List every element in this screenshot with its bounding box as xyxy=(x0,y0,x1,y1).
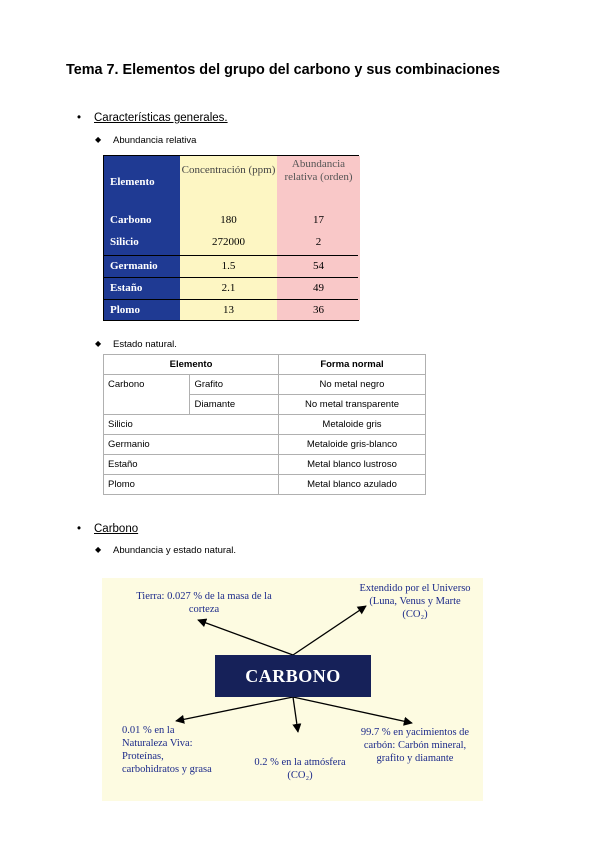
arrow-tierra xyxy=(198,620,293,655)
row-ppm: 272000 xyxy=(212,236,245,248)
diamond-bullet-icon: ◆ xyxy=(95,135,102,144)
table-row xyxy=(104,475,426,495)
section-heading: Características generales. xyxy=(94,112,228,124)
row-ppm: 13 xyxy=(223,304,234,316)
header-form: Forma normal xyxy=(279,355,426,375)
arrow-naturaleza xyxy=(176,697,293,721)
cell-variant: Grafito xyxy=(190,375,279,395)
row-element: Carbono xyxy=(110,214,152,226)
label-yacimientos: 99.7 % en yacimientos de carbón: Carbón mineral, grafito y diamante xyxy=(360,727,470,765)
row-ppm: 1.5 xyxy=(221,260,236,272)
row-element: Silicio xyxy=(110,236,139,248)
label-atmosfera: 0.2 % en la atmósfera (CO₂) xyxy=(254,757,346,782)
label-tierra: Tierra: 0.027 % de la masa de la corteza xyxy=(136,591,272,616)
bullet-icon: • xyxy=(77,112,82,124)
state-table xyxy=(103,354,426,495)
table-row xyxy=(104,435,426,455)
header-element: Elemento xyxy=(110,176,155,188)
section-general xyxy=(77,112,228,124)
diamond-bullet-icon: ◆ xyxy=(95,545,102,554)
cell-element: Estaño xyxy=(104,455,279,475)
subitem-label: Estado natural. xyxy=(113,339,177,350)
row-order: 54 xyxy=(313,260,324,272)
cell-form: No metal transparente xyxy=(279,395,426,415)
row-ppm: 180 xyxy=(220,214,237,226)
header-element: Elemento xyxy=(104,355,279,375)
carbono-box: CARBONO xyxy=(215,655,371,697)
carbono-diagram xyxy=(102,578,483,801)
row-order: 36 xyxy=(313,304,324,316)
subitem-label: Abundancia relativa xyxy=(113,135,197,146)
table-header-row xyxy=(104,355,426,375)
cell-variant: Diamante xyxy=(190,395,279,415)
row-element: Plomo xyxy=(110,304,140,316)
divider xyxy=(104,255,358,256)
cell-element: Silicio xyxy=(104,415,279,435)
row-element: Estaño xyxy=(110,282,143,294)
row-order: 17 xyxy=(313,214,324,226)
row-order: 49 xyxy=(313,282,324,294)
cell-element: Plomo xyxy=(104,475,279,495)
row-ppm: 2.1 xyxy=(221,282,236,294)
cell-element: Germanio xyxy=(104,435,279,455)
cell-element: Carbono xyxy=(104,375,190,415)
arrow-yacimientos xyxy=(293,697,412,723)
cell-form: Metaloide gris xyxy=(279,415,426,435)
subitem-label: Abundancia y estado natural. xyxy=(113,545,237,556)
divider xyxy=(104,299,358,300)
arrow-atmosfera xyxy=(293,697,298,732)
subitem-abundance xyxy=(95,135,197,146)
table-row xyxy=(104,375,426,395)
cell-form: Metal blanco azulado xyxy=(279,475,426,495)
page-title: Tema 7. Elementos del grupo del carbono y sus combinaciones xyxy=(66,62,500,78)
subitem-state xyxy=(95,339,177,350)
abundance-table xyxy=(103,155,359,321)
section-carbono xyxy=(77,523,139,535)
cell-form: Metal blanco lustroso xyxy=(279,455,426,475)
cell-form: No metal negro xyxy=(279,375,426,395)
diamond-bullet-icon: ◆ xyxy=(95,339,102,348)
section-heading: Carbono xyxy=(94,523,139,535)
cell-form: Metaloide gris-blanco xyxy=(279,435,426,455)
label-naturaleza: 0.01 % en la Naturaleza Viva: Proteínas, carbohidratos y grasa xyxy=(122,725,212,776)
divider xyxy=(104,277,358,278)
row-order: 2 xyxy=(315,236,322,248)
subitem-carbono xyxy=(95,545,237,556)
header-concentration: Concentración (ppm) xyxy=(181,164,276,176)
table-row xyxy=(104,415,426,435)
bullet-icon: • xyxy=(77,523,82,535)
table-row xyxy=(104,455,426,475)
header-abundance: Abundancia relativa (orden) xyxy=(284,158,353,184)
label-universo: Extendido por el Universo (Luna, Venus y Marte (CO₂) xyxy=(359,583,471,621)
row-element: Germanio xyxy=(110,260,158,272)
